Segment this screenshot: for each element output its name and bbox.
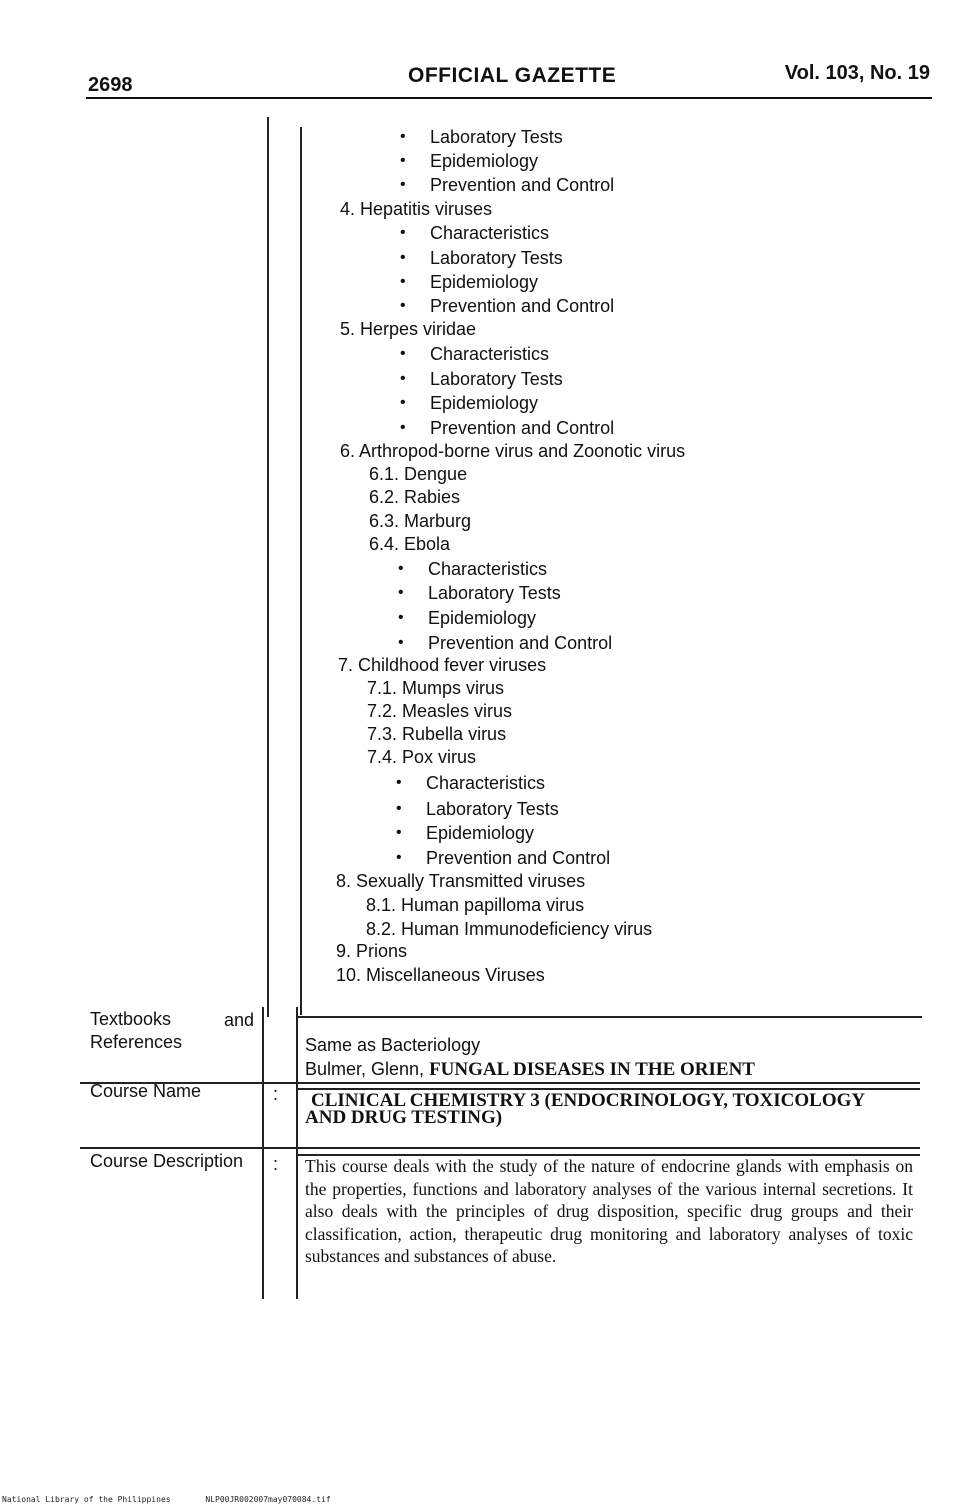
list-item: 7.2. Measles virus <box>367 701 513 721</box>
reference-title: FUNGAL DISEASES IN THE ORIENT <box>429 1059 755 1080</box>
list-item: 10. Miscellaneous Viruses <box>336 965 545 985</box>
textbooks-label-and: and <box>224 1010 255 1030</box>
footer-file: NLP00JR002007may070084.tif <box>205 1495 331 1504</box>
list-item: • Epidemiology <box>428 607 536 629</box>
list-item: • Prevention and Control <box>426 847 610 869</box>
list-item: 7. Childhood fever viruses <box>338 655 547 675</box>
list-item: • Characteristics <box>426 772 545 794</box>
list-item: 5. Herpes viridae <box>340 319 477 339</box>
list-item: 8. Sexually Transmitted viruses <box>336 871 586 891</box>
list-item: 6.4. Ebola <box>369 534 451 554</box>
column-divider <box>296 1007 298 1299</box>
list-item: 6.1. Dengue <box>369 464 468 484</box>
list-item: 7.3. Rubella virus <box>367 724 507 744</box>
list-item: 6. Arthropod-borne virus and Zoonotic virus <box>340 441 686 461</box>
volume-number: Vol. 103, No. 19 <box>784 62 930 84</box>
reference-author: Bulmer, Glenn, <box>305 1059 430 1079</box>
scan-footer <box>2 1495 361 1504</box>
list-item: • Laboratory Tests <box>428 582 561 604</box>
list-item: 7.4. Pox virus <box>367 747 477 767</box>
list-item: • Characteristics <box>430 343 549 365</box>
row-divider <box>298 1016 922 1018</box>
footer-library: National Library of the Philippines <box>2 1495 171 1504</box>
column-divider <box>300 127 302 1015</box>
list-item: • Epidemiology <box>430 150 538 172</box>
list-item: • Epidemiology <box>430 271 538 293</box>
references-label: References <box>90 1032 183 1052</box>
textbooks-same-as: Same as Bacteriology <box>305 1035 481 1055</box>
list-item: 8.2. Human Immunodeficiency virus <box>366 919 653 939</box>
list-item: • Characteristics <box>428 558 547 580</box>
textbooks-reference <box>305 1058 755 1081</box>
list-item: • Laboratory Tests <box>430 247 563 269</box>
course-description-text: This course deals with the study of the nature of endocrine glands with emphasis on the properties, functions and laboratory analyses of the various internal secretions. It also deals with the principles of drug disposition, specific drug groups and their classification, action, therapeutic drug monitoring and laboratory analyses of toxic substances and substances of abuse. <box>305 1156 913 1266</box>
list-item: 8.1. Human papilloma virus <box>366 895 585 915</box>
row-divider <box>80 1082 920 1084</box>
page-number: 2698 <box>88 74 133 96</box>
column-divider <box>267 117 269 1017</box>
course-description-label: Course Description <box>90 1151 244 1171</box>
header-rule <box>86 97 932 99</box>
page-header <box>88 60 930 96</box>
list-item: 9. Prions <box>336 941 408 961</box>
list-item: • Prevention and Control <box>428 632 612 654</box>
list-item: 7.1. Mumps virus <box>367 678 505 698</box>
list-item: • Laboratory Tests <box>426 798 559 820</box>
publication-title: OFFICIAL GAZETTE <box>408 64 617 87</box>
course-name-colon: : <box>273 1084 279 1104</box>
list-item: 6.3. Marburg <box>369 511 472 531</box>
row-divider <box>80 1147 920 1149</box>
list-item: • Prevention and Control <box>430 295 614 317</box>
course-name-label: Course Name <box>90 1081 202 1101</box>
list-item: • Laboratory Tests <box>430 368 563 390</box>
course-name-value-line1: CLINICAL CHEMISTRY 3 (ENDOCRINOLOGY, TOXICOLOGY <box>311 1090 866 1111</box>
column-divider <box>262 1007 264 1299</box>
list-item: • Prevention and Control <box>430 174 614 196</box>
list-item: • Epidemiology <box>430 392 538 414</box>
textbooks-label: Textbooks <box>90 1009 172 1029</box>
course-name-value-line2: AND DRUG TESTING) <box>305 1107 503 1128</box>
list-item: 4. Hepatitis viruses <box>340 199 493 219</box>
list-item: • Laboratory Tests <box>430 126 563 148</box>
list-item: • Characteristics <box>430 222 549 244</box>
list-item: • Prevention and Control <box>430 417 614 439</box>
list-item: • Epidemiology <box>426 822 534 844</box>
course-description-colon: : <box>273 1154 279 1174</box>
list-item: 6.2. Rabies <box>369 487 461 507</box>
